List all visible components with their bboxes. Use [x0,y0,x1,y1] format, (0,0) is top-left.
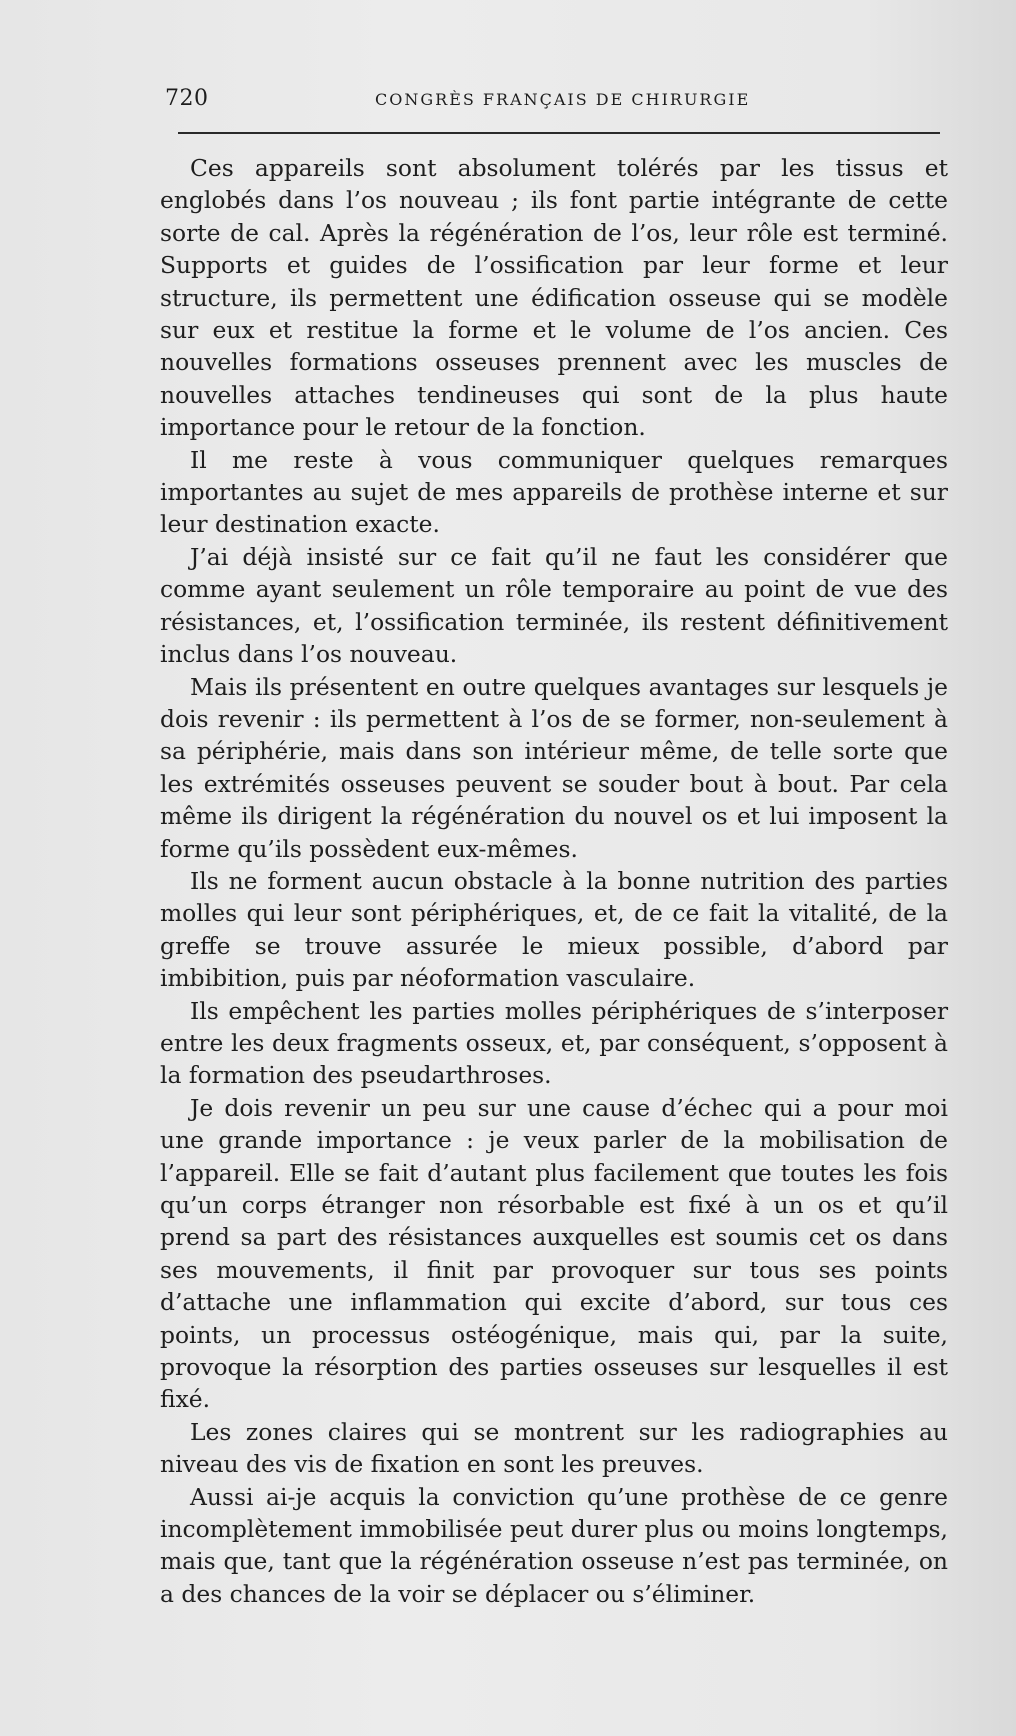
running-title: CONGRÈS FRANÇAIS DE CHIRURGIE [375,90,751,109]
paragraph: J’ai déjà insisté sur ce fait qu’il ne faut les considérer que comme ayant seulement un rôle temporaire au point de vue des résistances, et, l’ossification terminée, ils restent définitivement inclus dans l’os nouveau. [160,542,948,669]
paragraph: Ils empêchent les parties molles périphériques de s’interposer entre les deux fragments osseux, et, par conséquent, s’opposent à la formation des pseudarthroses. [160,996,948,1090]
body-text [160,152,948,1610]
paragraph: Les zones claires qui se montrent sur les radiographies au niveau des vis de fixation en sont les preuves. [160,1417,948,1479]
page-number: 720 [165,86,209,111]
paragraph: Il me reste à vous communiquer quelques remarques importantes au sujet de mes appareils de prothèse interne et sur leur destination exacte. [160,445,948,539]
paragraph: Ils ne forment aucun obstacle à la bonne nutrition des parties molles qui leur sont périphériques, et, de ce fait la vitalité, de la greffe se trouve assurée le mieux possible, d’abord par imbibition, puis par néoformation vasculaire. [160,866,948,993]
paragraph: Je dois revenir un peu sur une cause d’échec qui a pour moi une grande importance : je veux parler de la mobilisation de l’appareil. Elle se fait d’autant plus facilement que toutes les fois qu’un corps étranger non résorbable est fixé à un os et qu’il prend sa part des résistances auxquelles est soumis cet os dans ses mouvements, il finit par provoquer sur tous ses points d’attache une inflammation qui excite d’abord, sur tous ces points, un processus ostéogénique, mais qui, par la suite, provoque la résorption des parties osseuses sur lesquelles il est fixé. [160,1093,948,1414]
paragraph: Mais ils présentent en outre quelques avantages sur lesquels je dois revenir : ils permettent à l’os de se former, non-seulement à sa périphérie, mais dans son intérieur même, de telle sorte que les extrémités osseuses peuvent se souder bout à bout. Par cela même ils dirigent la régénération du nouvel os et lui imposent la forme qu’ils possèdent eux-mêmes. [160,672,948,863]
paragraph: Aussi ai-je acquis la conviction qu’une prothèse de ce genre incomplètement immobilisée peut durer plus ou moins longtemps, mais que, tant que la régénération osseuse n’est pas terminée, on a des chances de la voir se déplacer ou s’éliminer. [160,1482,948,1608]
header-rule [178,132,940,134]
page-header [165,86,955,116]
paragraph: Ces appareils sont absolument tolérés par les tissus et englobés dans l’os nouveau ; ils font partie intégrante de cette sorte de cal. Après la régénération de l’os, leur rôle est terminé. Supports et guides de l’ossification par leur forme et leur structure, ils permettent une édification osseuse qui se modèle sur eux et restitue la forme et le volume de l’os ancien. Ces nouvelles formations osseuses prennent avec les muscles de nouvelles attaches tendineuses qui sont de la plus haute importance pour le retour de la fonction. [160,154,948,442]
